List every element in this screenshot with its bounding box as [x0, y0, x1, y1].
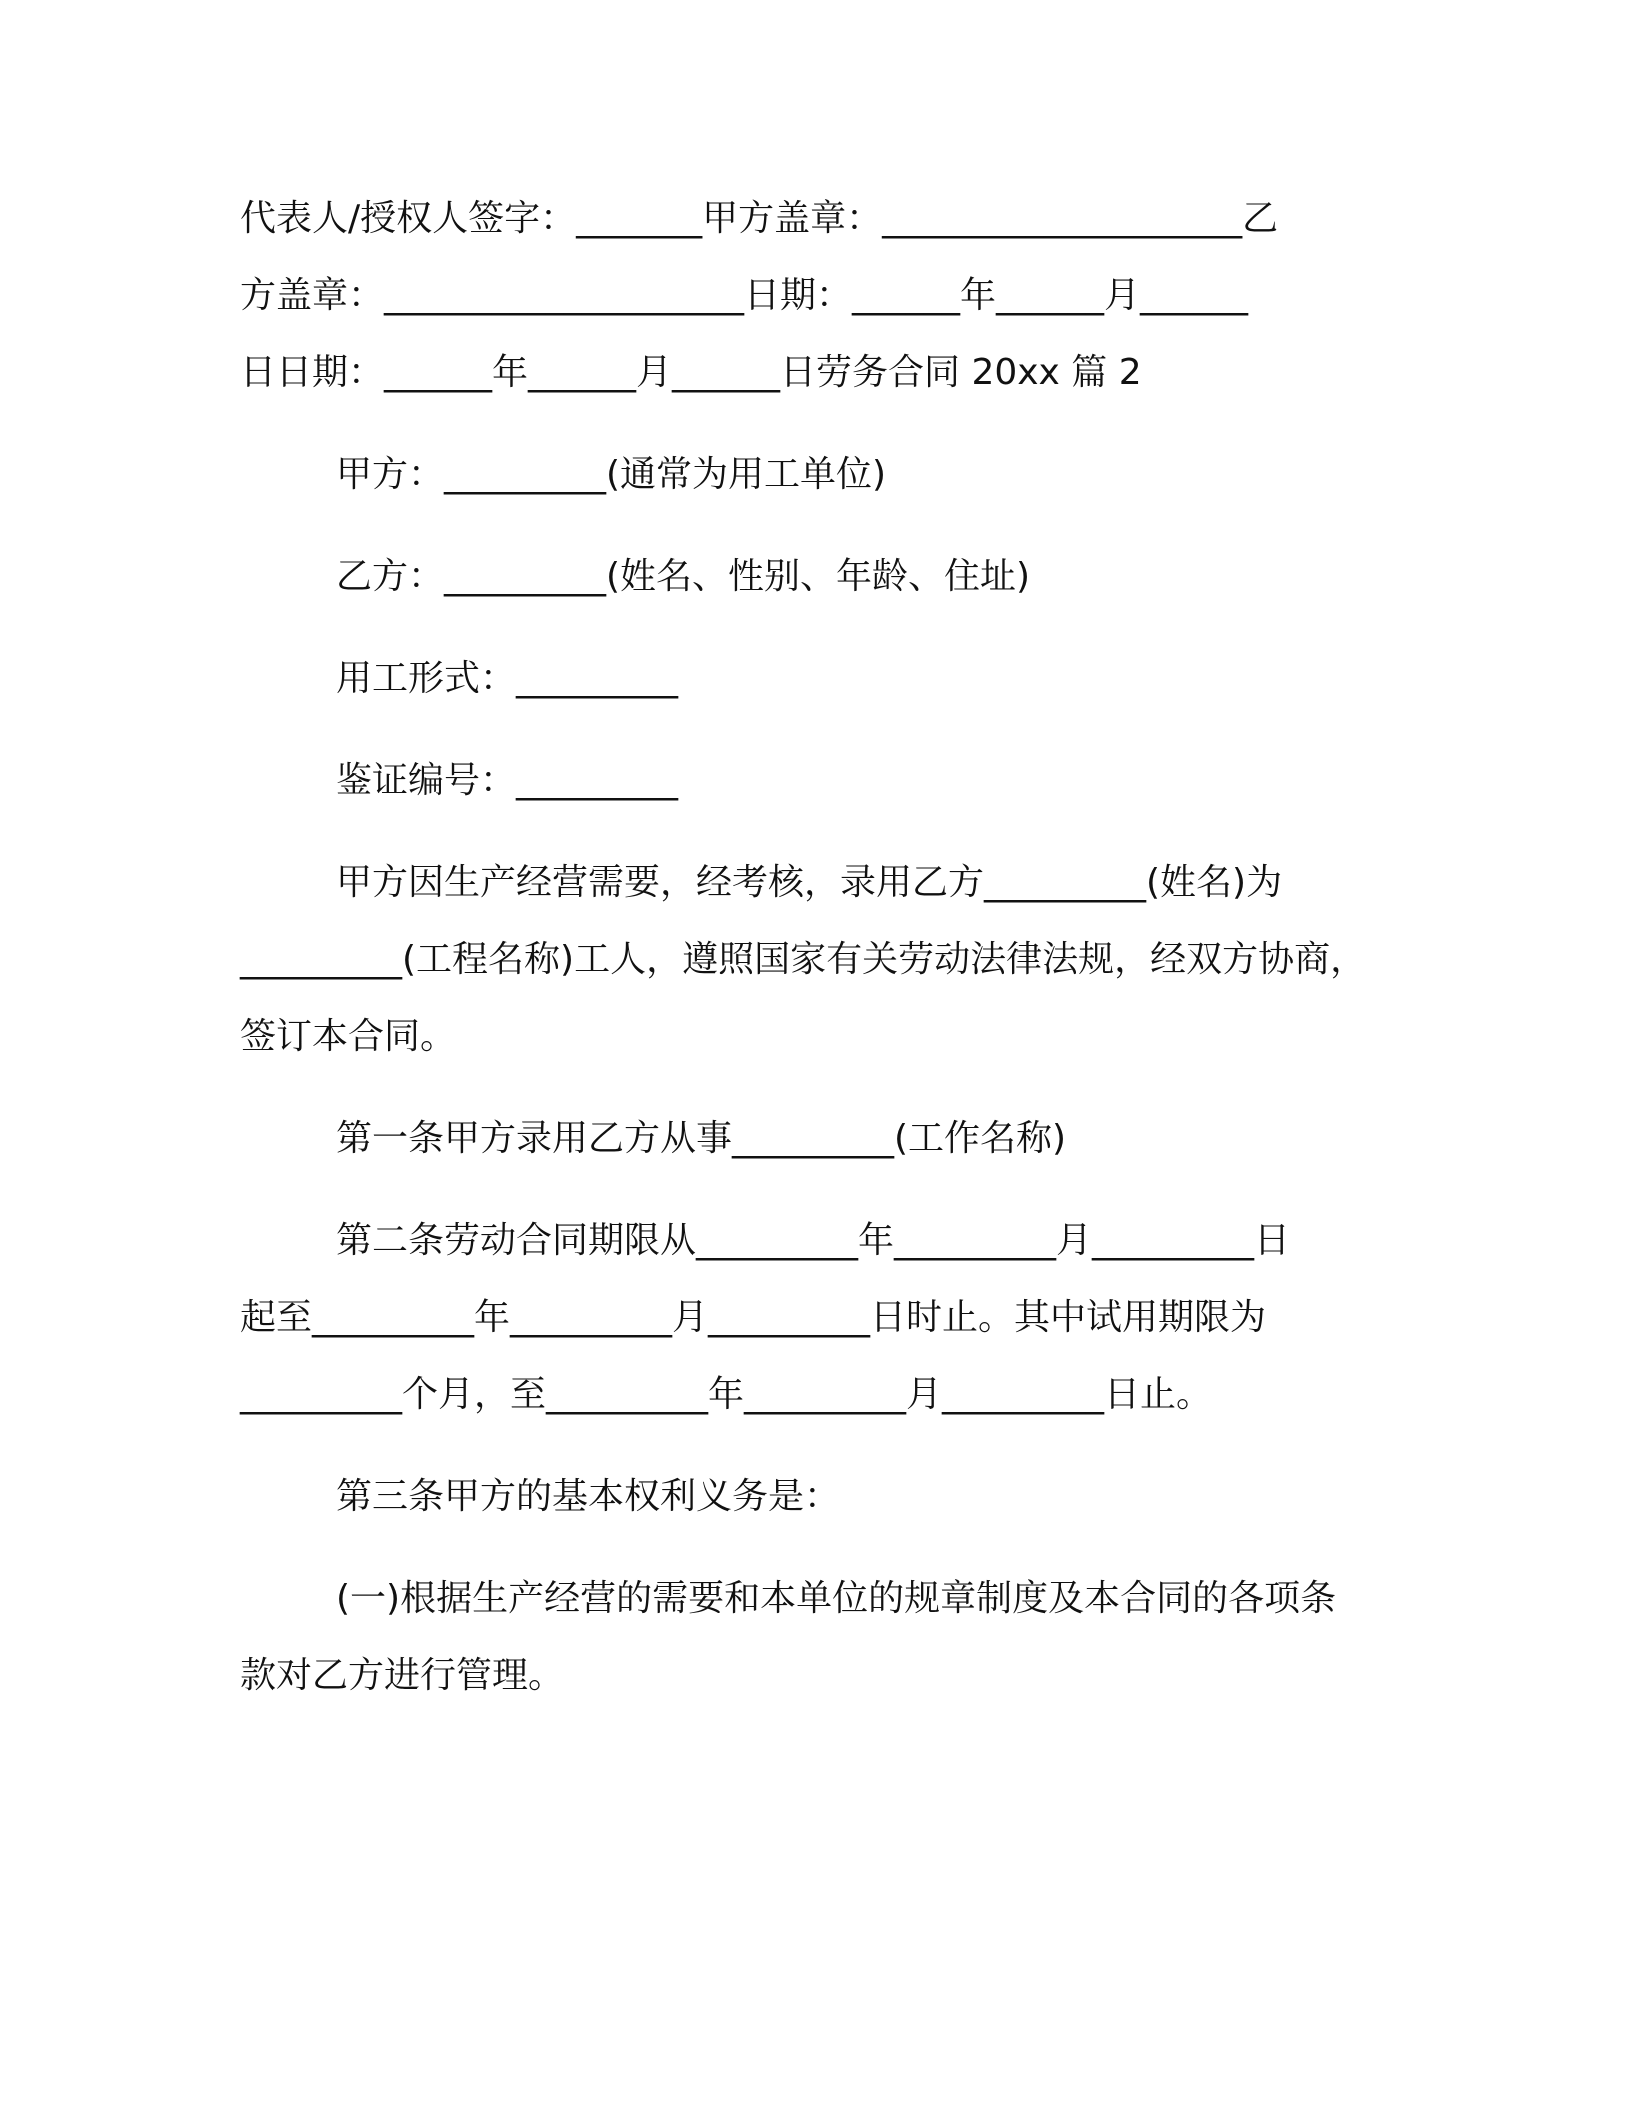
text-line: 款对乙方进行管理。 [240, 1655, 565, 1696]
text-line: 日日期：______年______月______日劳务合同 20xx 篇 2 [240, 352, 1142, 393]
employment-form-line [240, 640, 1400, 717]
text-line: _________个月，至_________年_________月_________日止。 [240, 1374, 1213, 1415]
text-line: 方盖章：____________________日期：______年______月______ [240, 275, 1249, 316]
document-body [240, 180, 1400, 1714]
text-line: 第三条甲方的基本权利义务是： [336, 1476, 841, 1517]
text-line: 起至_________年_________月_________日时止。其中试用期限为 [240, 1297, 1267, 1338]
text-line: 鉴证编号：_________ [336, 760, 679, 801]
text-line: _________(工程名称)工人，遵照国家有关劳动法律法规，经双方协商， [240, 939, 1367, 980]
article-1-paragraph [240, 1100, 1400, 1177]
article-2-paragraph [240, 1202, 1400, 1433]
text-line: 签订本合同。 [240, 1016, 457, 1057]
text-line: 甲方：_________(通常为用工单位) [336, 454, 887, 495]
preamble-paragraph [240, 844, 1400, 1075]
text-line: (一)根据生产经营的需要和本单位的规章制度及本合同的各项条 [336, 1578, 1337, 1619]
text-line: 代表人/授权人签字：_______甲方盖章：____________________乙 [240, 198, 1279, 239]
text-line: 甲方因生产经营需要，经考核，录用乙方_________(姓名)为 [336, 862, 1283, 903]
text-line: 第一条甲方录用乙方从事_________(工作名称) [336, 1118, 1067, 1159]
certification-number-line [240, 742, 1400, 819]
article-3-item-1-paragraph [240, 1560, 1400, 1714]
party-b-line [240, 538, 1400, 615]
text-line: 用工形式：_________ [336, 658, 679, 699]
party-a-line [240, 436, 1400, 513]
signature-date-block [240, 180, 1400, 411]
text-line: 第二条劳动合同期限从_________年_________月_________日 [336, 1220, 1291, 1261]
text-line: 乙方：_________(姓名、性别、年龄、住址) [336, 556, 1031, 597]
article-3-paragraph [240, 1458, 1400, 1535]
